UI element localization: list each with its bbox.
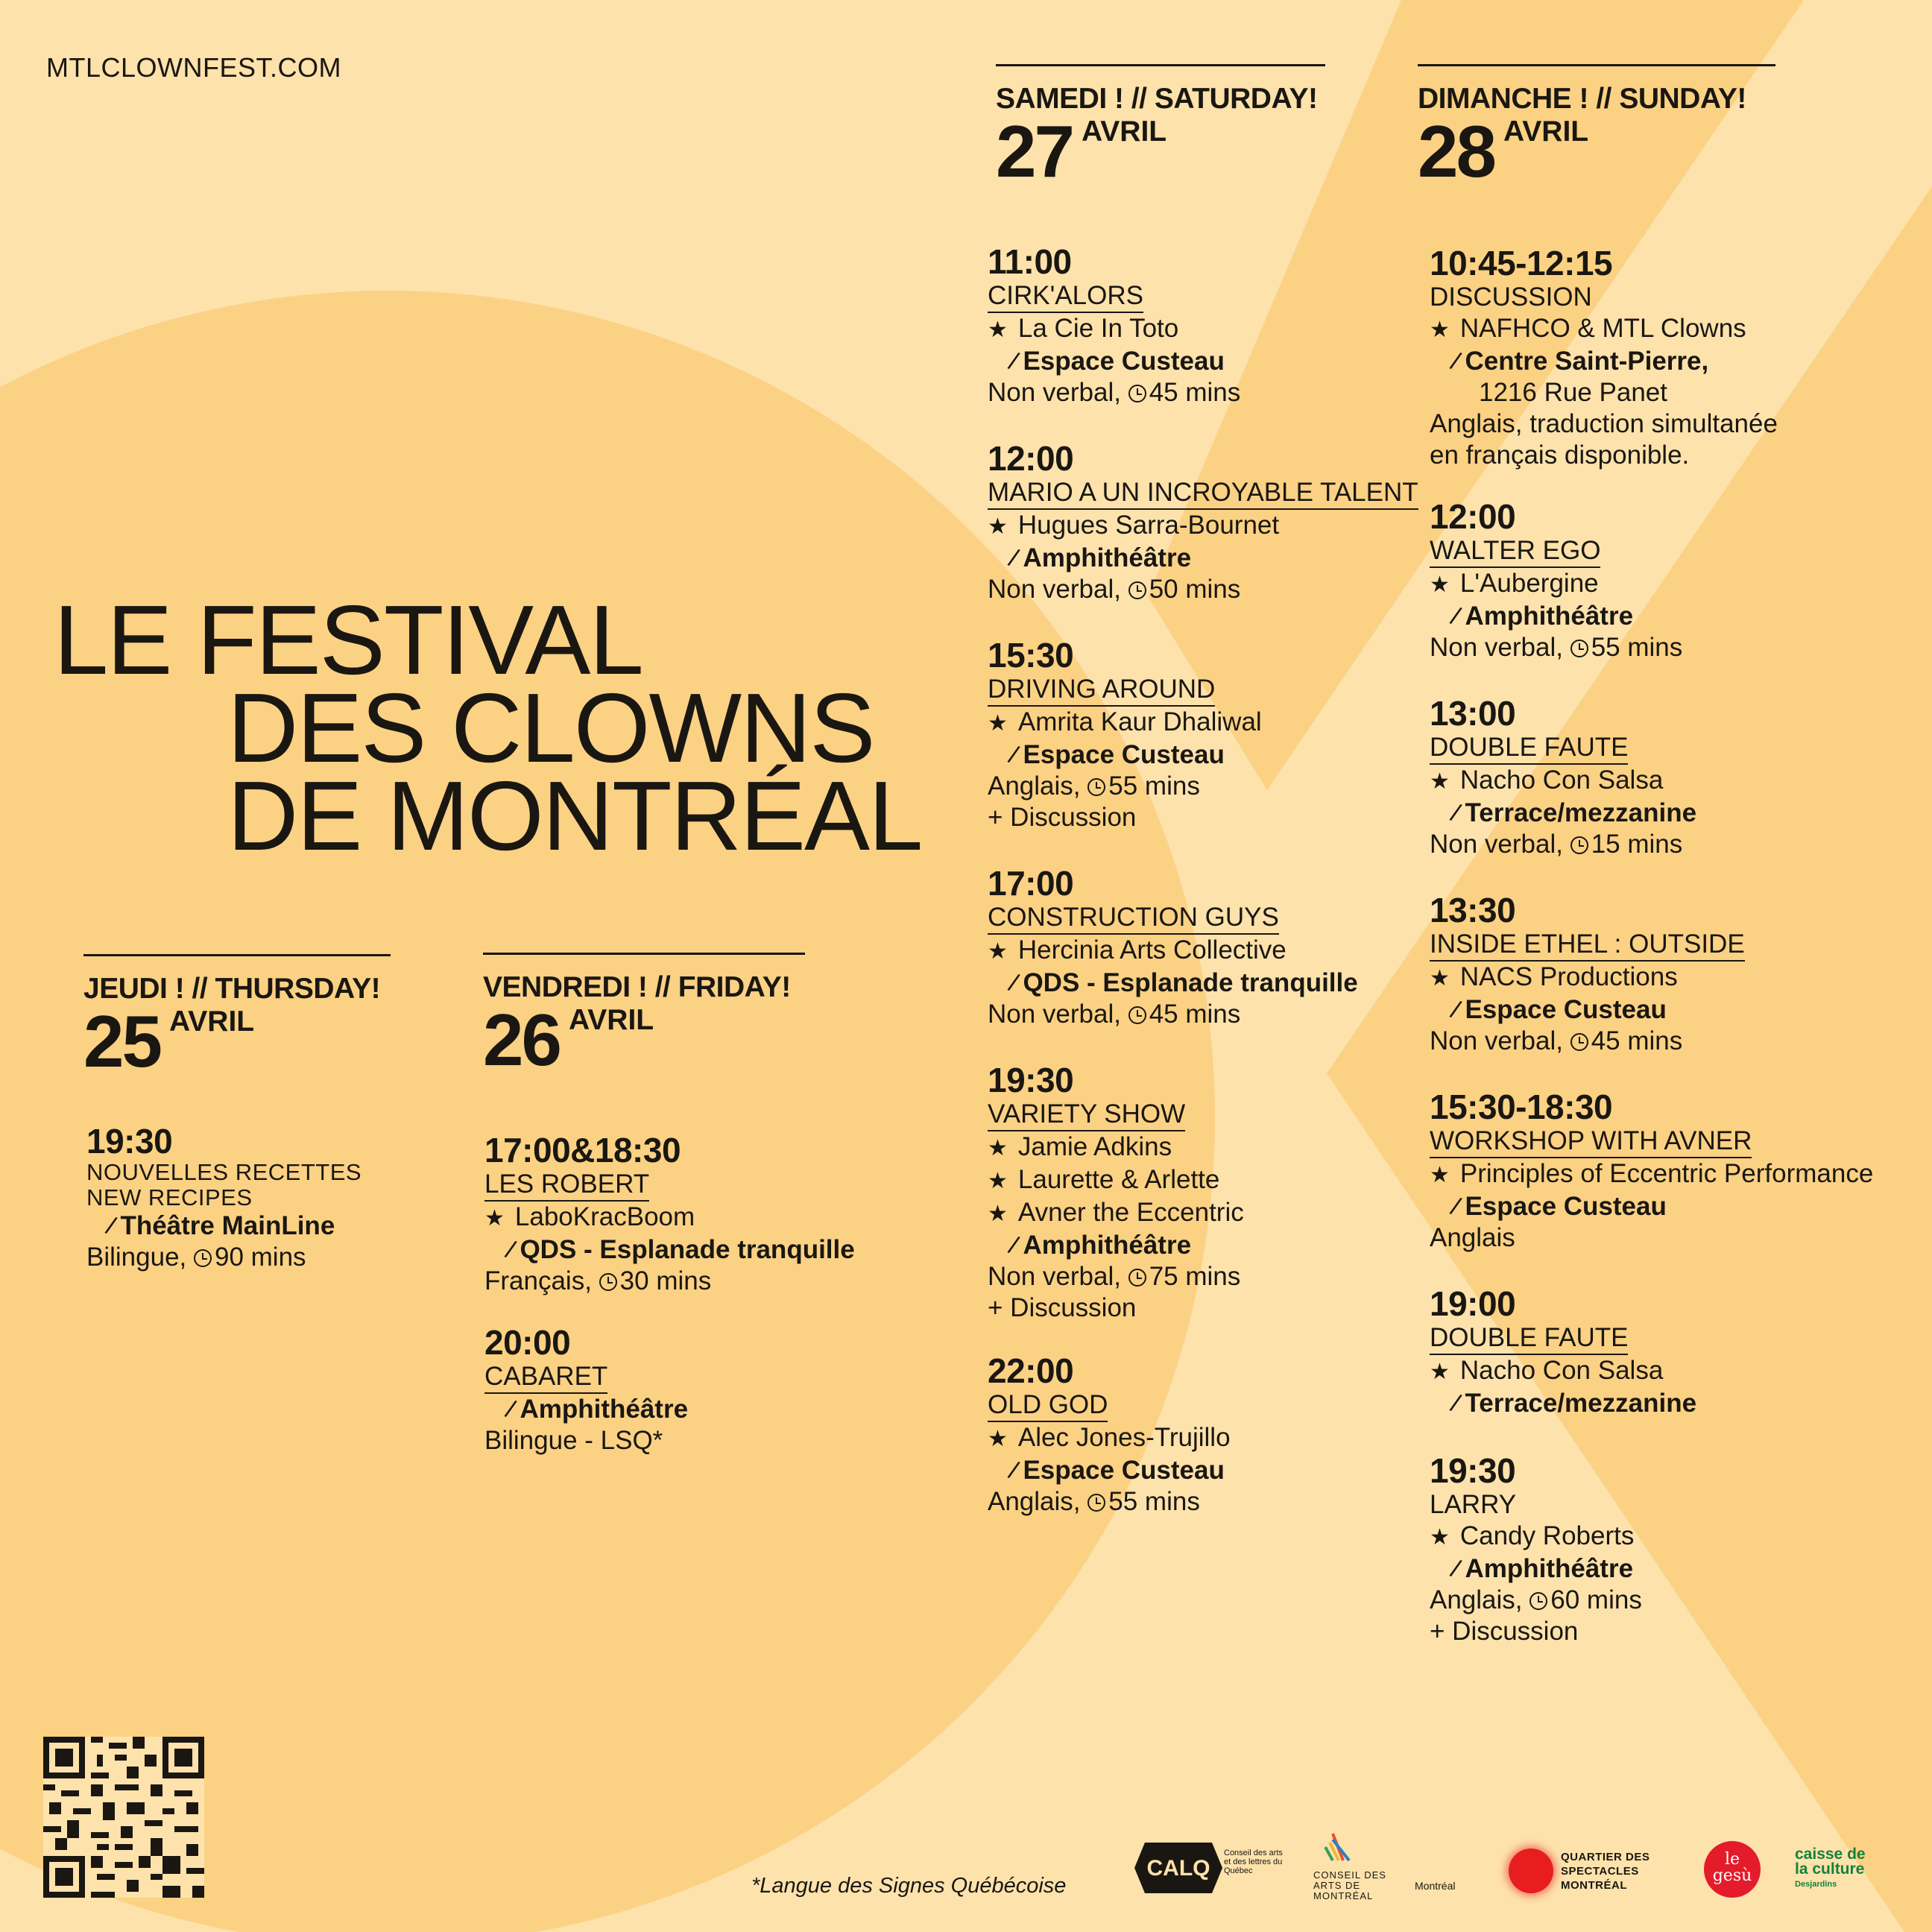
event-time: 19:00 <box>1430 1284 1516 1323</box>
pin-icon: / <box>1447 347 1464 376</box>
event-thu-1[interactable] <box>86 1123 362 1273</box>
event-note: Anglais, traduction simultanée <box>1430 409 1778 438</box>
event-title: VARIETY SHOW <box>988 1099 1185 1131</box>
qr-code[interactable] <box>43 1737 204 1898</box>
pin-icon: / <box>102 1211 119 1241</box>
clock-icon <box>194 1249 212 1267</box>
event-performer: ★ Amrita Kaur Dhaliwal <box>988 707 1262 739</box>
divider <box>996 64 1325 66</box>
event-performer: ★ Jamie Adkins <box>988 1131 1244 1164</box>
event-performer: ★ Hercinia Arts Collective <box>988 935 1358 967</box>
day-month: AVRIL <box>1082 116 1167 148</box>
day-header-thursday <box>83 954 391 1082</box>
clock-icon <box>1128 581 1146 599</box>
event-fri-1[interactable] <box>484 1131 855 1297</box>
day-header-sunday <box>1418 64 1775 192</box>
day-name: JEUDI ! // THURSDAY! <box>83 973 381 1005</box>
event-performer: ★ NAFHCO & MTL Clowns <box>1430 313 1778 346</box>
pin-icon: / <box>1447 1554 1464 1584</box>
event-time: 17:00 <box>988 864 1074 903</box>
event-sun-2[interactable] <box>1430 498 1682 663</box>
event-language: Anglais, 55 mins <box>988 1487 1200 1516</box>
day-number: 27 <box>996 110 1073 192</box>
event-extra: + Discussion <box>988 1293 1137 1322</box>
event-note: en français disponible. <box>1430 441 1690 470</box>
event-performer: ★ LaboKracBoom <box>484 1202 855 1234</box>
event-performer: ★ La Cie In Toto <box>988 313 1240 346</box>
event-language: Anglais, 55 mins <box>988 771 1200 801</box>
event-sat-4[interactable] <box>988 865 1358 1030</box>
clock-icon <box>1570 640 1588 657</box>
event-language: Non verbal, 50 mins <box>988 575 1241 604</box>
event-language: Anglais, 60 mins <box>1430 1585 1642 1614</box>
event-sun-6[interactable] <box>1430 1285 1696 1419</box>
event-language: Bilingue, 90 mins <box>86 1243 306 1272</box>
event-time: 19:30 <box>988 1061 1074 1099</box>
cam-text: CONSEIL DES ARTS DE MONTRÉAL <box>1313 1869 1386 1901</box>
event-title: LARRY <box>1430 1490 1517 1519</box>
festival-title-line1: LE FESTIVAL <box>54 585 643 695</box>
qds-logo <box>1509 1849 1553 1893</box>
event-title: DRIVING AROUND <box>988 674 1215 707</box>
event-sun-7[interactable] <box>1430 1452 1642 1647</box>
event-title: CONSTRUCTION GUYS <box>988 902 1279 935</box>
event-sun-4[interactable] <box>1430 891 1745 1057</box>
event-title: CABARET <box>484 1361 607 1394</box>
qds-text: QUARTIER DES SPECTACLES MONTRÉAL <box>1561 1851 1650 1892</box>
pin-icon: / <box>1447 602 1464 631</box>
day-month: AVRIL <box>569 1004 654 1036</box>
event-title-en: NEW RECIPES <box>86 1184 253 1210</box>
event-time: 12:00 <box>988 439 1074 478</box>
site-url[interactable]: MTLCLOWNFEST.COM <box>46 52 342 83</box>
event-performer: ★ Laurette & Arlette <box>988 1164 1244 1197</box>
day-name: SAMEDI ! // SATURDAY! <box>996 83 1318 115</box>
event-sun-5[interactable] <box>1430 1088 1873 1254</box>
day-number: 28 <box>1418 110 1495 192</box>
pin-icon: / <box>1447 995 1464 1025</box>
event-venue: /Amphithéâtre <box>1447 1554 1634 1584</box>
event-time: 20:00 <box>484 1323 571 1362</box>
event-title: DOUBLE FAUTE <box>1430 1322 1628 1355</box>
footnote: *Langue des Signes Québécoise <box>751 1874 1067 1898</box>
pin-icon: / <box>502 1395 519 1424</box>
day-name: DIMANCHE ! // SUNDAY! <box>1418 83 1746 115</box>
clock-icon <box>1570 836 1588 854</box>
clock-icon <box>1128 1006 1146 1024</box>
calq-logo <box>1134 1838 1222 1898</box>
event-title: OLD GOD <box>988 1389 1108 1422</box>
montreal-logo: Montréal <box>1415 1880 1456 1892</box>
event-title: DISCUSSION <box>1430 282 1592 312</box>
cam-logo <box>1313 1831 1403 1901</box>
event-venue: /Amphithéâtre <box>1005 543 1192 573</box>
pin-icon: / <box>1447 798 1464 828</box>
event-time: 13:30 <box>1430 891 1516 929</box>
day-name: VENDREDI ! // FRIDAY! <box>483 971 791 1003</box>
cam-mark-icon <box>1313 1831 1354 1866</box>
day-month: AVRIL <box>169 1006 255 1038</box>
event-fri-2[interactable] <box>484 1324 688 1456</box>
divider <box>1418 64 1775 66</box>
event-venue: /QDS - Esplanade tranquille <box>502 1235 855 1265</box>
event-title: INSIDE ETHEL : OUTSIDE <box>1430 929 1745 962</box>
event-extra: + Discussion <box>988 803 1137 832</box>
event-language: Français, 30 mins <box>484 1266 712 1295</box>
divider <box>83 954 391 956</box>
pin-icon: / <box>1005 740 1022 770</box>
event-sun-1[interactable] <box>1430 244 1778 471</box>
day-number: 25 <box>83 1000 161 1082</box>
pin-icon: / <box>1005 1231 1022 1260</box>
event-time: 15:30-18:30 <box>1430 1087 1613 1126</box>
clock-icon <box>1530 1592 1547 1610</box>
event-time: 22:00 <box>988 1351 1074 1390</box>
event-performer: ★ Avner the Eccentric <box>988 1197 1244 1230</box>
event-performer: ★ Principles of Eccentric Performance <box>1430 1158 1873 1191</box>
event-title: LES ROBERT <box>484 1169 649 1202</box>
event-language: Non verbal, 45 mins <box>1430 1026 1683 1055</box>
event-venue-address: 1216 Rue Panet <box>1479 378 1667 407</box>
event-performer: ★ NACS Productions <box>1430 962 1745 994</box>
clock-icon <box>599 1273 617 1291</box>
event-venue: /Espace Custeau <box>1447 995 1667 1025</box>
event-performer: ★ Alec Jones-Trujillo <box>988 1422 1231 1455</box>
event-title: DOUBLE FAUTE <box>1430 732 1628 765</box>
pin-icon: / <box>1447 1389 1464 1418</box>
event-sat-1[interactable] <box>988 243 1240 408</box>
pin-icon: / <box>1005 347 1022 376</box>
event-sat-2[interactable] <box>988 440 1418 605</box>
pin-icon: / <box>1447 1192 1464 1222</box>
event-time: 15:30 <box>988 636 1074 675</box>
event-language: Non verbal, 55 mins <box>1430 633 1683 662</box>
calq-text: Conseil des arts et des lettres du Québec <box>1224 1849 1283 1875</box>
caisse-line1: caisse de <box>1795 1846 1866 1863</box>
event-performer: ★ Hugues Sarra-Bournet <box>988 510 1418 543</box>
event-sat-6[interactable] <box>988 1352 1231 1518</box>
event-title: MARIO A UN INCROYABLE TALENT <box>988 477 1418 510</box>
event-venue: /Espace Custeau <box>1447 1192 1667 1222</box>
clock-icon <box>1570 1033 1588 1051</box>
event-time: 11:00 <box>988 242 1072 281</box>
caisse-line2: la culture <box>1795 1860 1865 1878</box>
event-language: Non verbal, 45 mins <box>988 1000 1241 1029</box>
event-venue: /Espace Custeau <box>1005 347 1225 376</box>
festival-title-line3: DE MONTRÉAL <box>227 761 922 871</box>
event-venue: /Terrace/mezzanine <box>1447 1389 1697 1418</box>
event-time: 19:30 <box>1430 1451 1516 1490</box>
event-title: NOUVELLES RECETTES <box>86 1159 362 1185</box>
event-sat-3[interactable] <box>988 637 1262 833</box>
desjardins-text: Desjardins <box>1795 1880 1837 1889</box>
event-language: Anglais <box>1430 1223 1515 1252</box>
event-venue: /Terrace/mezzanine <box>1447 798 1697 828</box>
event-performer: ★ Nacho Con Salsa <box>1430 1355 1696 1388</box>
gesu-logo: le gesù <box>1704 1841 1761 1898</box>
event-performer: ★ L'Aubergine <box>1430 568 1682 601</box>
festival-title-line2: DES CLOWNS <box>227 673 874 783</box>
event-venue: /QDS - Esplanade tranquille <box>1005 968 1358 998</box>
event-venue: /Amphithéâtre <box>502 1395 689 1424</box>
event-venue: /Espace Custeau <box>1005 1456 1225 1486</box>
divider <box>483 953 805 955</box>
event-time: 17:00&18:30 <box>484 1131 681 1169</box>
event-language: Non verbal, 15 mins <box>1430 830 1683 859</box>
caisse-culture-logo <box>1795 1847 1866 1892</box>
event-language: Bilingue - LSQ* <box>484 1426 663 1455</box>
pin-icon: / <box>1005 543 1022 573</box>
event-performer: ★ Nacho Con Salsa <box>1430 765 1696 798</box>
event-time: 10:45-12:15 <box>1430 244 1613 282</box>
event-venue: /Centre Saint-Pierre, <box>1447 347 1709 376</box>
event-sat-5[interactable] <box>988 1061 1244 1324</box>
event-extra: + Discussion <box>1430 1617 1579 1646</box>
event-venue: /Amphithéâtre <box>1005 1231 1192 1260</box>
svg-text:CALQ: CALQ <box>1146 1856 1210 1881</box>
clock-icon <box>1128 1269 1146 1287</box>
pin-icon: / <box>502 1235 519 1265</box>
day-header-saturday <box>996 64 1325 192</box>
event-time: 19:30 <box>86 1122 173 1161</box>
day-number: 26 <box>483 999 561 1081</box>
pin-icon: / <box>1005 1456 1022 1486</box>
event-venue: /Théâtre MainLine <box>102 1211 335 1241</box>
event-venue: /Amphithéâtre <box>1447 602 1634 631</box>
clock-icon <box>1128 385 1146 402</box>
day-month: AVRIL <box>1503 116 1589 148</box>
event-time: 13:00 <box>1430 694 1516 733</box>
event-language: Non verbal, 45 mins <box>988 378 1241 407</box>
event-venue: /Espace Custeau <box>1005 740 1225 770</box>
clock-icon <box>1087 1494 1105 1512</box>
pin-icon: / <box>1005 968 1022 998</box>
event-title: WALTER EGO <box>1430 535 1600 568</box>
event-language: Non verbal, 75 mins <box>988 1262 1241 1291</box>
event-performer: ★ Candy Roberts <box>1430 1521 1642 1553</box>
day-header-friday <box>483 953 805 1081</box>
event-title: WORKSHOP WITH AVNER <box>1430 1126 1752 1158</box>
clock-icon <box>1087 778 1105 796</box>
event-title: CIRK'ALORS <box>988 280 1143 313</box>
event-time: 12:00 <box>1430 497 1516 536</box>
event-sun-3[interactable] <box>1430 695 1696 860</box>
